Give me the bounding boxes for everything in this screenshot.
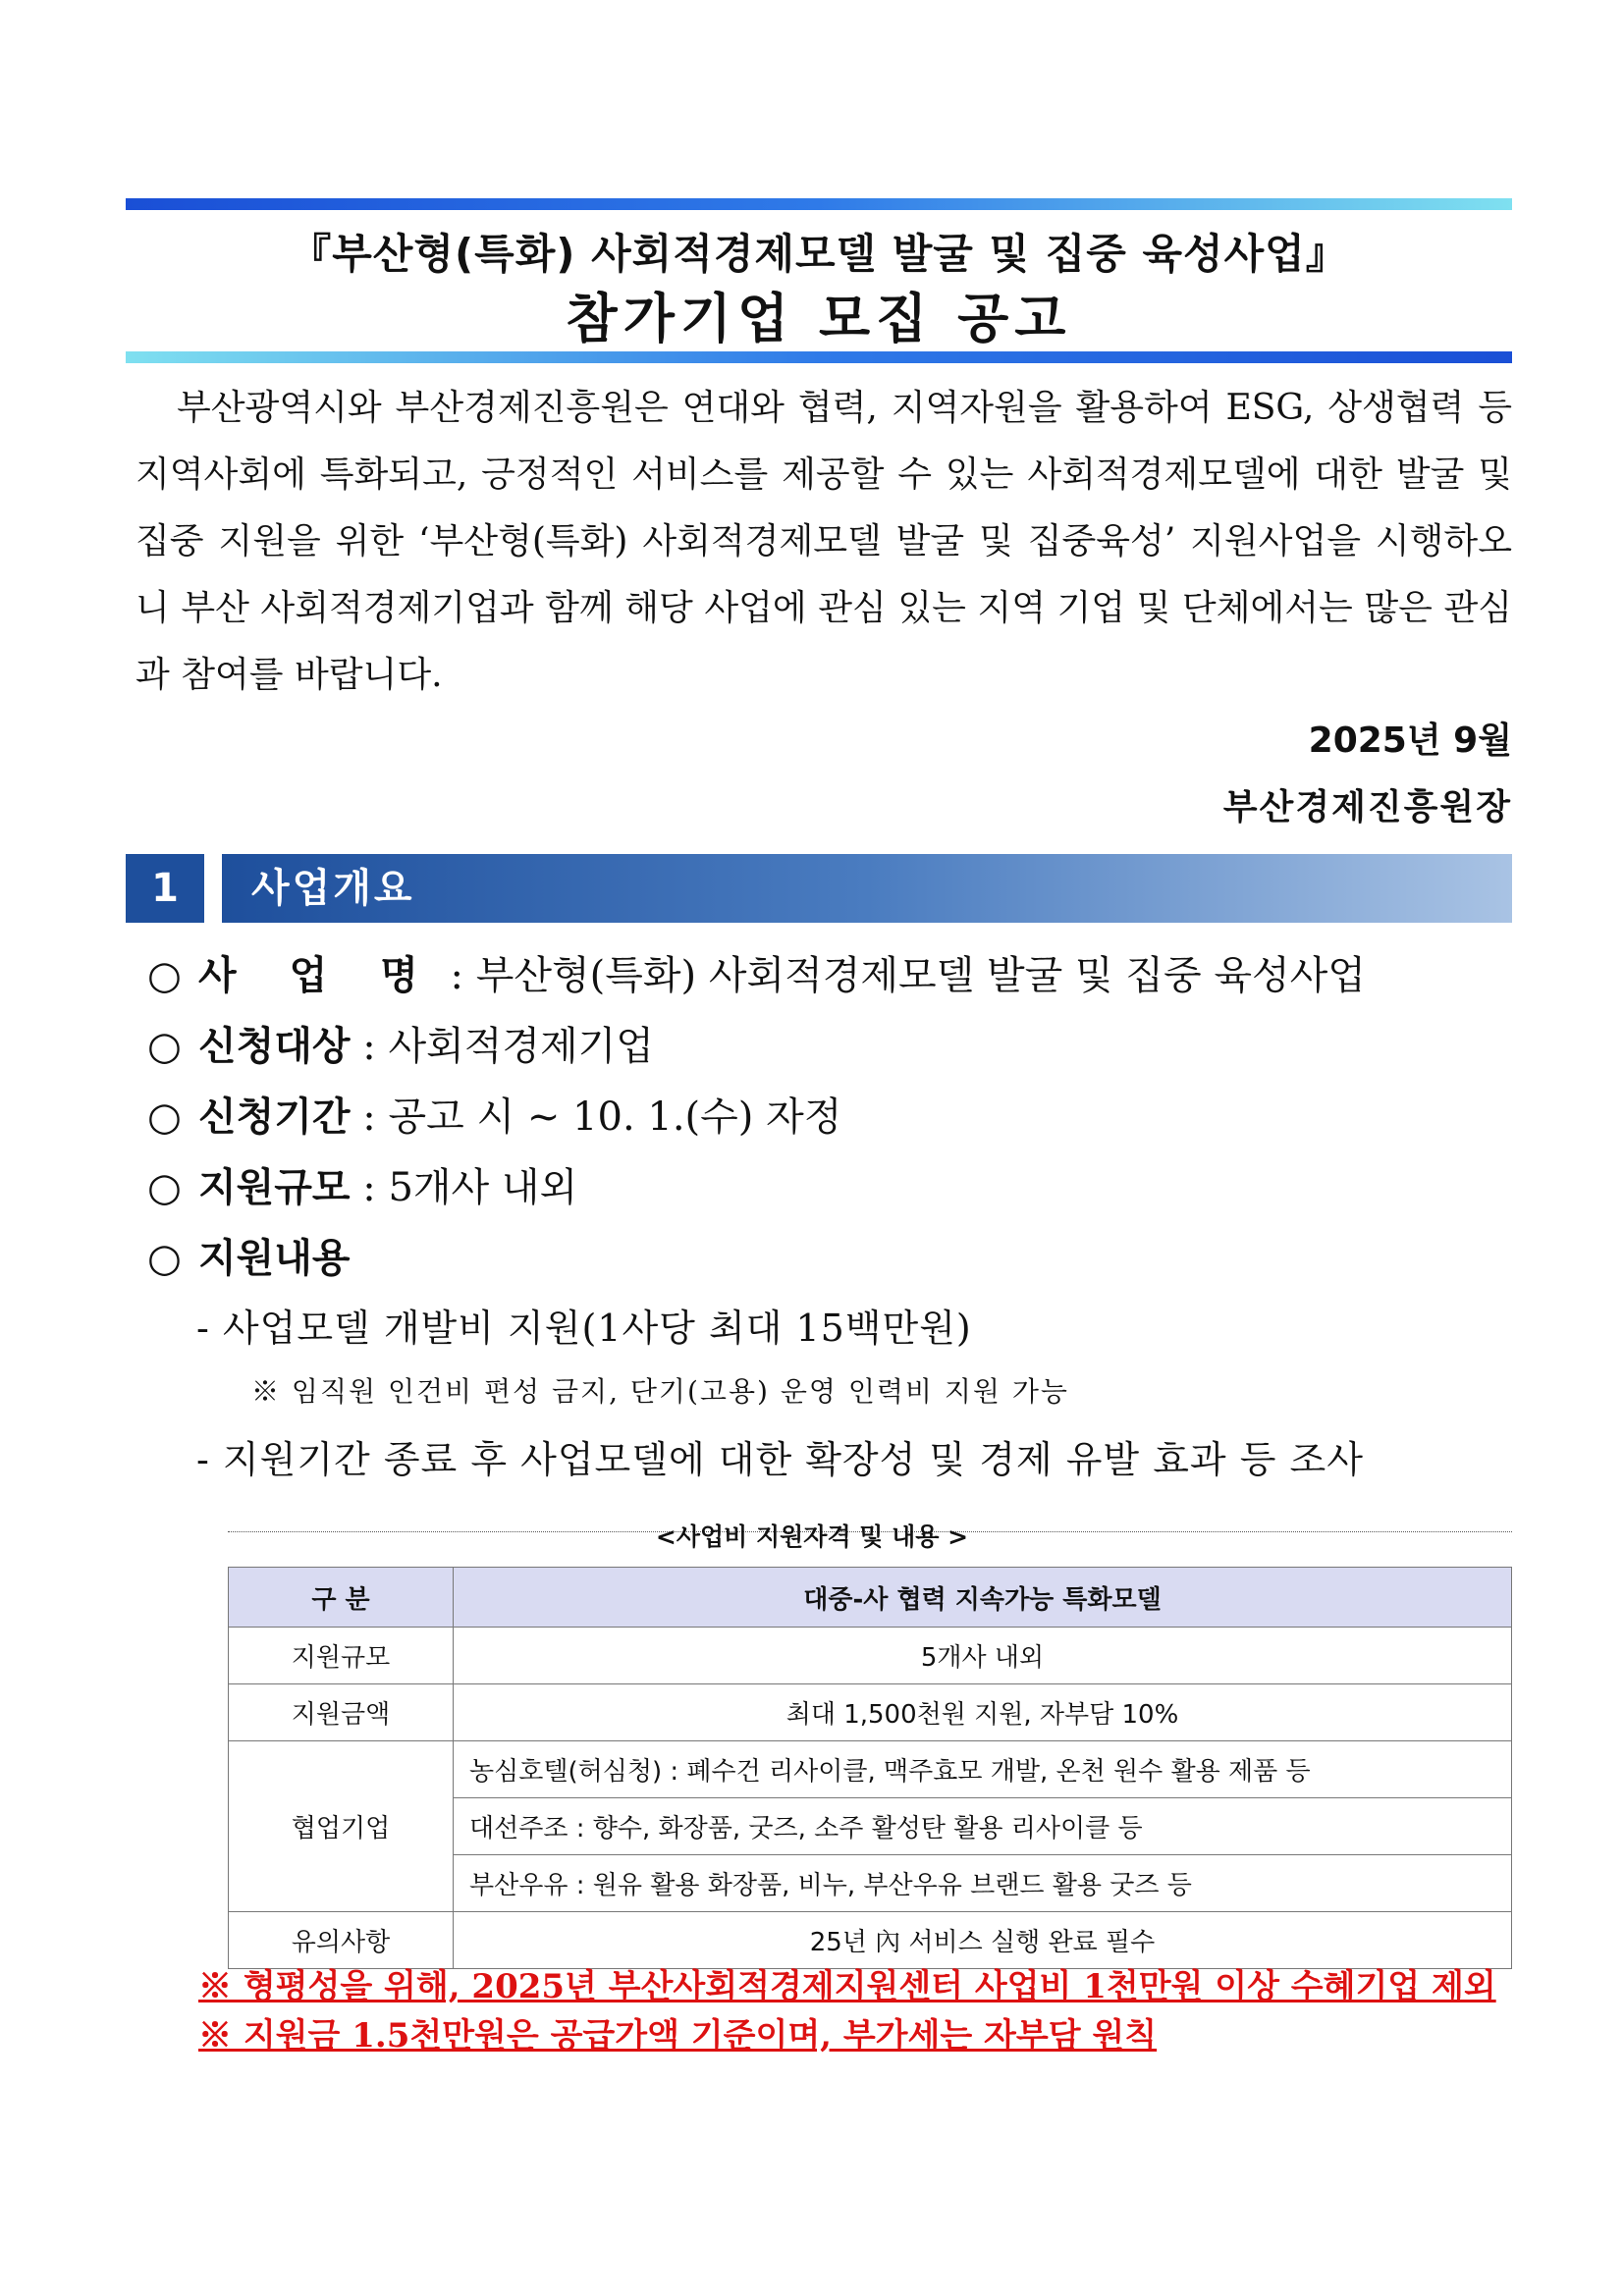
document-title: 『부산형(특화) 사회적경제모델 발굴 및 집중 육성사업』 (290, 230, 1348, 278)
section-title: 사업개요 (222, 854, 1512, 923)
item-value: 공고 시 ~ 10. 1.(수) 자정 (388, 1095, 842, 1140)
table-cell: 부산우유 : 원유 활용 화장품, 비누, 부산우유 브랜드 활용 굿즈 등 (454, 1855, 1512, 1912)
item-key: 지원규모 (198, 1165, 351, 1210)
table-cell: 지원규모 (229, 1628, 454, 1684)
bullet-icon: ○ (147, 1024, 182, 1069)
title-top-bar (126, 198, 1512, 210)
item-sep: : (350, 1024, 389, 1069)
overview-item-target (147, 1015, 654, 1071)
table-header-cell: 구 분 (229, 1568, 454, 1628)
overview-item-scale (147, 1156, 577, 1212)
item-value: 사회적경제기업 (388, 1024, 654, 1069)
section-header (126, 854, 1512, 923)
item-sep: : (437, 953, 476, 998)
table-row (229, 1628, 1512, 1684)
table-cell: 대선주조 : 향수, 화장품, 굿즈, 소주 활성탄 활용 리사이클 등 (454, 1798, 1512, 1855)
announcement-date: 2025년 9월 (1308, 721, 1512, 761)
overview-item-period (147, 1086, 841, 1142)
table-cell: 농심호텔(허심청) : 폐수건 리사이클, 맥주효모 개발, 온천 원수 활용 제품 등 (454, 1741, 1512, 1798)
bullet-icon: ○ (147, 1236, 182, 1281)
issuing-organization: 부산경제진흥원장 (1222, 787, 1512, 828)
table-caption: <사업비 지원자격 및 내용 > (655, 1522, 969, 1551)
document-subtitle: 참가기업 모집 공고 (566, 288, 1072, 349)
support-content-sub1: - 사업모델 개발비 지원(1사당 최대 15백만원) (196, 1307, 972, 1350)
item-key: 사 업 명 (198, 953, 438, 998)
item-sep: : (350, 1095, 389, 1140)
table-header-cell: 대중-사 협력 지속가능 특화모델 (454, 1568, 1512, 1628)
table-cell: 지원금액 (229, 1684, 454, 1741)
item-key: 신청기간 (198, 1095, 351, 1140)
item-sep: : (350, 1165, 389, 1210)
support-content-sub2: - 지원기간 종료 후 사업모델에 대한 확장성 및 경제 유발 효과 등 조사 (196, 1438, 1364, 1481)
table-row (229, 1741, 1512, 1798)
intro-paragraph: 부산광역시와 부산경제진흥원은 연대와 협력, 지역자원을 활용하여 ESG, 상생협력 등 지역사회에 특화되고, 긍정적인 서비스를 제공할 수 있는 사회적경제모델에 대한 발굴 및 집중 지원을 위한 ‘부산형(특화) 사회적경제모델 발굴 및 집중육성’ 지원사업을 시행하오니 부산 사회적경제기업과 함께 해당 사업에 관심 있는 지역 기업 및 단체에서는 많은 관심과 참여를 바랍니다. (135, 388, 1512, 695)
table-row (229, 1684, 1512, 1741)
title-block (126, 198, 1512, 363)
table-cell: 유의사항 (229, 1912, 454, 1969)
bullet-icon: ○ (147, 1095, 182, 1140)
item-key: 신청대상 (198, 1024, 351, 1069)
overview-item-name (147, 944, 1366, 1000)
support-content-note: ※ 임직원 인건비 편성 금지, 단기(고용) 운영 인력비 지원 가능 (251, 1375, 1069, 1408)
table-cell: 25년 內 서비스 실행 완료 필수 (454, 1912, 1512, 1969)
warning-note: ※ 형평성을 위해, 2025년 부산사회적경제지원센터 사업비 1천만원 이상 수혜기업 제외 (198, 1967, 1496, 2006)
table-cell: 최대 1,500천원 지원, 자부담 10% (454, 1684, 1512, 1741)
overview-item-content (147, 1227, 351, 1283)
table-cell: 협업기업 (229, 1741, 454, 1912)
item-value: 5개사 내외 (388, 1165, 578, 1210)
bullet-icon: ○ (147, 1165, 182, 1210)
section-number: 1 (126, 854, 204, 923)
item-key: 지원내용 (198, 1236, 351, 1281)
bullet-icon: ○ (147, 953, 182, 998)
title-bottom-bar (126, 351, 1512, 363)
support-table (228, 1567, 1512, 1969)
item-value: 부산형(특화) 사회적경제모델 발굴 및 집중 육성사업 (475, 953, 1366, 998)
table-header-row (229, 1568, 1512, 1628)
table-cell: 5개사 내외 (454, 1628, 1512, 1684)
warning-note: ※ 지원금 1.5천만원은 공급가액 기준이며, 부가세는 자부담 원칙 (198, 2016, 1158, 2056)
